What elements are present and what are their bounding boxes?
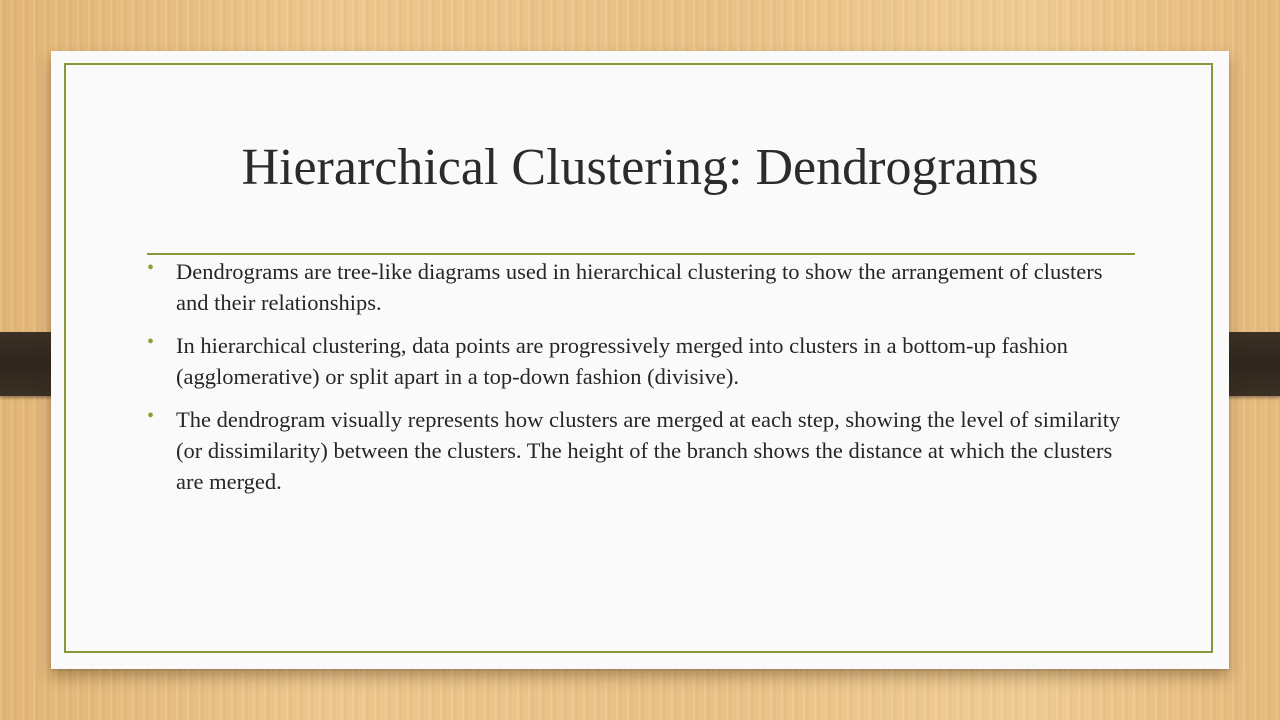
- bullet-icon: •: [147, 257, 155, 279]
- bullet-text: Dendrograms are tree-like diagrams used in hierarchical clustering to show the arrangement of clusters and their relationships.: [176, 259, 1103, 315]
- bullet-item: [147, 330, 1137, 392]
- bullet-item: [147, 404, 1137, 497]
- bullet-icon: •: [147, 331, 155, 353]
- slide-paper: [51, 51, 1229, 669]
- title-divider: [147, 253, 1135, 255]
- bullet-icon: •: [147, 405, 155, 427]
- bullet-text: In hierarchical clustering, data points are progressively merged into clusters in a bottom-up fashion (agglomerative) or split apart in a top-down fashion (divisive).: [176, 333, 1068, 389]
- bullet-item: [147, 256, 1137, 318]
- bullet-list: [147, 256, 1137, 509]
- slide-title: Hierarchical Clustering: Dendrograms: [241, 139, 1039, 196]
- bullet-text: The dendrogram visually represents how clusters are merged at each step, showing the level of similarity (or dissimilarity) between the clusters. The height of the branch shows the distance at which the clusters are merged.: [176, 407, 1121, 494]
